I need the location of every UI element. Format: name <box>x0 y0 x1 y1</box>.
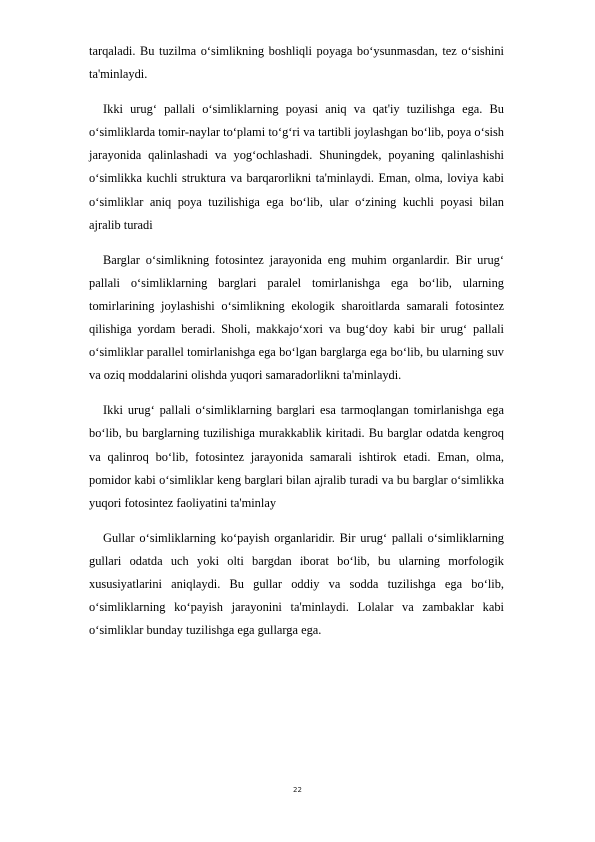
paragraph-flowers: Gullar o‘simliklarning ko‘payish organlaridir. Bir urug‘ pallali o‘simliklarning gullari odatda uch yoki olti bargdan iborat bo‘lib, bu ularning morfologik xususiyatlarini aniqlaydi. Bu gullar oddiy va sodda tuzilishga ega bo‘lib, o‘simliklarning ko‘payish jarayonini ta'minlaydi. Lolalar va zambaklar kabi o‘simliklar bunday tuzilishga ega gullarga ega. <box>89 530 504 638</box>
page-body <box>89 40 504 654</box>
paragraph-continuation: tarqaladi. Bu tuzilma o‘simlikning boshliqli poyaga bo‘ysunmasdan, tez o‘sishini ta'minlaydi. <box>89 44 504 82</box>
paragraph-monocot-leaves: Barglar o‘simlikning fotosintez jarayonida eng muhim organlardir. Bir urug‘ pallali o‘simliklarning barglari paralel tomirlanishga ega bo‘lib, ularning tomirlarining joylashishi o‘simlikning ekologik sharoitlarda samarali fotosintez qilishiga yordam beradi. Sholi, makkajo‘xori va bug‘doy kabi bir urug‘ pallali o‘simliklar parallel tomirlanishga ega bo‘lgan barglarga ega bo‘lib, bu ularning suv va oziq moddalarini olishda yuqori samaradorlikni ta'minlaydi. <box>89 252 504 383</box>
paragraph-dicot-leaves: Ikki urug‘ pallali o‘simliklarning barglari esa tarmoqlangan tomirlanishga ega bo‘lib, bu barglarning tuzilishiga murakkablik kiritadi. Bu barglar odatda kengroq va qalinroq bo‘lib, fotosintez jarayonida samarali ishtirok etadi. Eman, olma, pomidor kabi o‘simliklar keng barglari bilan ajralib turadi va bu barglar o‘simlikka yuqori fotosintez faoliyatini ta'minlay <box>89 403 504 510</box>
paragraph-dicot-stem: Ikki urug‘ pallali o‘simliklarning poyasi aniq va qat'iy tuzilishga ega. Bu o‘simliklarda tomir-naylar to‘plami to‘g‘ri va tartibli joylashgan bo‘lib, poya o‘sish jarayonida qalinlashadi va yog‘ochlashadi. Shuningdek, poyaning qalinlashishi o‘simlikka kuchli struktura va barqarorlikni ta'minlaydi. Eman, olma, loviya kabi o‘simliklar aniq poya tuzilishiga ega bo‘lib, ular o‘zining kuchli poyasi bilan ajralib turadi <box>89 102 504 232</box>
page-number: 22 <box>293 786 302 794</box>
